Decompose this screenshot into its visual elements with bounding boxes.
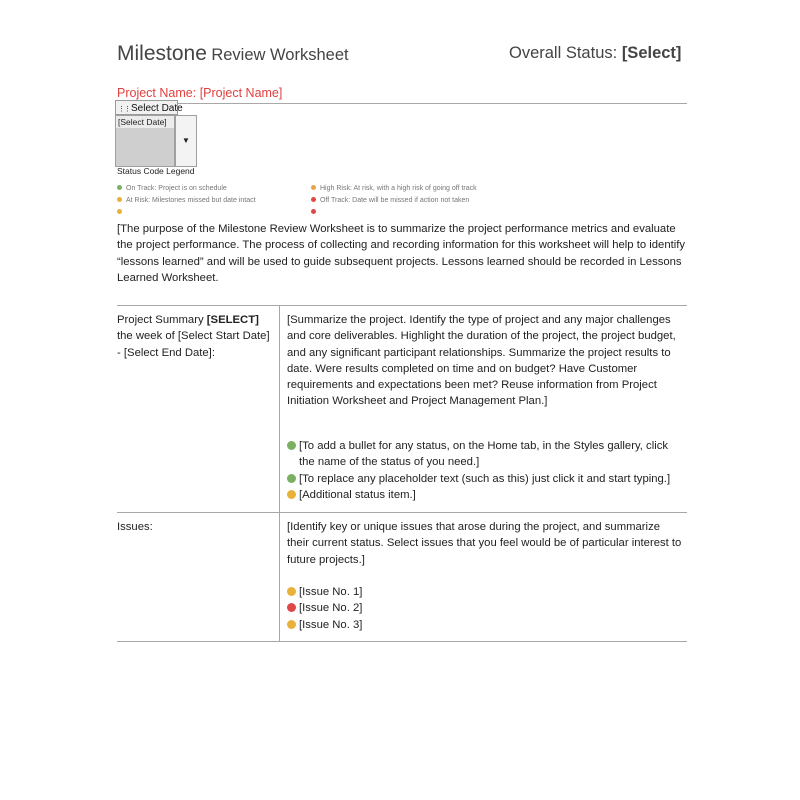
date-dropdown-button[interactable] <box>175 115 197 167</box>
project-name <box>117 86 282 100</box>
project-summary-text[interactable]: [Summarize the project. Identify the type of project and any major challenges and core deliverables. Highlight the duration of the project, the project budget, and any significant participant relationships. Summarize the project results to date. Were results completed on time and on budget? Have Customer requirements and expectations been met? Reuse information from Project Initiation Worksheet and Project Management Plan.] <box>287 314 676 408</box>
legend-item-at-risk: At Risk: Milestones missed but date intact <box>117 197 256 204</box>
overall-status <box>509 44 681 63</box>
green-dot-icon <box>287 474 296 483</box>
project-name-label: Project Name: <box>117 86 197 100</box>
date-picker-tab-label: Select Date <box>131 103 183 114</box>
yellow-dot-icon <box>287 490 296 499</box>
orange-dot-icon <box>311 185 316 190</box>
green-dot-icon <box>287 441 296 450</box>
title-main: Milestone <box>117 42 207 65</box>
legend-swatch-yellow <box>117 209 126 216</box>
overall-status-label: Overall Status: <box>509 44 618 62</box>
issue-bullet[interactable]: [Issue No. 1] <box>287 584 362 600</box>
issue-bullet[interactable]: [Issue No. 2] <box>287 600 362 616</box>
legend-title: Status Code Legend <box>117 166 195 176</box>
date-picker-control[interactable] <box>115 100 197 166</box>
project-name-field[interactable]: [Project Name] <box>199 86 283 100</box>
overall-status-select[interactable]: [Select] <box>621 44 682 62</box>
legend-item-high-risk: High Risk: At risk, with a high risk of going off track <box>311 185 477 192</box>
yellow-dot-icon <box>117 209 122 214</box>
project-summary-label: Project Summary [SELECT] the week of [Select Start Date] - [Select End Date]: <box>117 314 270 359</box>
date-picker-tab[interactable] <box>115 100 183 115</box>
purpose-paragraph[interactable]: [The purpose of the Milestone Review Worksheet is to summarize the project performance metrics and evaluate the project performance. The process of collecting and recording information for this worksheet will help to identify “lessons learned” and will be used to guide subsequent projects. Lessons learned should be recorded in Lessons Learned Worksheet. <box>117 223 686 284</box>
green-dot-icon <box>117 185 122 190</box>
status-bullet[interactable]: [To add a bullet for any status, on the Home tab, in the Styles gallery, click the name of the status of you need.] <box>287 438 687 471</box>
red-dot-icon <box>311 197 316 202</box>
title-sub: Review Worksheet <box>211 46 349 64</box>
red-dot-icon <box>311 209 316 214</box>
issues-text[interactable]: [Identify key or unique issues that arose during the project, and summarize their current status. Select issues that you feel would be of particular interest to future projects.] <box>287 521 682 566</box>
legend-swatch-red <box>311 209 320 216</box>
issues-label: Issues: <box>117 521 153 533</box>
status-bullet[interactable]: [Additional status item.] <box>287 487 687 503</box>
caret-down-icon: ▼ <box>182 136 190 145</box>
date-picker-field[interactable] <box>115 115 175 167</box>
table-bottom-border <box>117 641 687 642</box>
table-top-border <box>117 305 687 306</box>
drag-handle-icon[interactable]: ⋮⋮ <box>118 106 130 113</box>
header-divider <box>117 103 687 104</box>
legend-item-on-track: On Track: Project is on schedule <box>117 185 227 192</box>
page-title <box>117 42 349 66</box>
yellow-dot-icon <box>287 587 296 596</box>
status-bullet[interactable]: [To replace any placeholder text (such as this) just click it and start typing.] <box>287 471 687 487</box>
issue-bullet[interactable]: [Issue No. 3] <box>287 617 362 633</box>
yellow-dot-icon <box>117 197 122 202</box>
legend-item-off-track: Off Track: Date will be missed if action not taken <box>311 197 469 204</box>
yellow-dot-icon <box>287 620 296 629</box>
summary-select[interactable]: [SELECT] <box>206 314 259 326</box>
date-picker-value: [Select Date] <box>116 116 174 128</box>
table-row-divider <box>117 512 687 513</box>
red-dot-icon <box>287 603 296 612</box>
table-column-divider <box>279 306 280 641</box>
